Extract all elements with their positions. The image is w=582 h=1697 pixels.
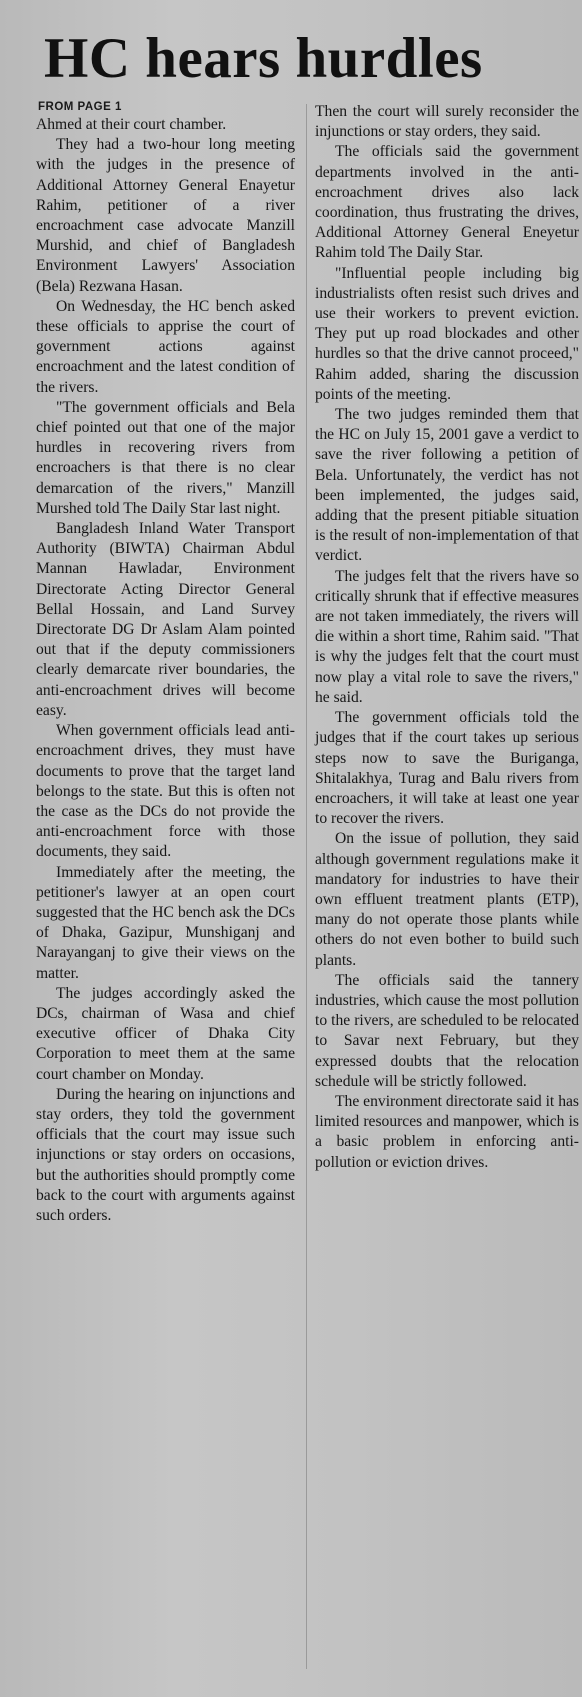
paragraph: The judges felt that the rivers have so critically shrunk that if effective measures are not taken immediately, the rivers will die within a short time, Rahim said. "That is why the judges felt that the court must now play a vital role to save the rivers," he said. (315, 567, 579, 706)
paragraph: The two judges reminded them that the HC on July 15, 2001 gave a verdict to save the river following a petition of Bela. Unfortunately, the verdict has not been implemented, the judges said, adding that the present pitiable situation is the result of non-implementation of that verdict. (315, 406, 579, 565)
paragraph: The officials said the government departments involved in the anti-encroachment drives also lack coordination, thus frustrating the drives, Additional Attorney General Eneyetur Rahim told The Daily Star. (315, 143, 579, 262)
paragraph: Immediately after the meeting, the petitioner's lawyer at an open court suggested that the HC bench ask the DCs of Dhaka, Gazipur, Munshiganj and Narayanganj to give their views on the matter. (36, 863, 295, 982)
right-column (315, 102, 579, 1173)
paragraph: During the hearing on injunctions and stay orders, they told the government officials that the court may issue such injunctions or stay orders on occasions, but the authorities should promptly come back to the court with arguments against such orders. (36, 1085, 295, 1224)
column-divider (306, 104, 307, 1669)
paragraph: When government officials lead anti-encroachment drives, they must have documents to prove that the target land belongs to the state. But this is often not the case as the DCs do not provide the anti-encroachment force with those documents, they said. (36, 722, 295, 861)
paragraph: "The government officials and Bela chief pointed out that one of the major hurdles in recovering rivers from encroachers is that there is no clear demarcation of the rivers," Manzill Murshed told The Daily Star last night. (36, 398, 295, 517)
paragraph: On the issue of pollution, they said although government regulations make it mandatory for industries to have their own effluent treatment plants (ETP), many do not operate those plants while others do not even bother to build such plants. (315, 830, 579, 969)
paragraph: On Wednesday, the HC bench asked these officials to apprise the court of government actions against encroachment and the latest condition of the rivers. (36, 297, 295, 396)
paragraph: The officials said the tannery industries, which cause the most pollution to the rivers, are scheduled to be relocated to Savar next February, but they expressed doubts that the relocation schedule will be strictly followed. (315, 971, 579, 1090)
paragraph: The government officials told the judges that if the court takes up serious steps now to save the Buriganga, Shitalakhya, Turag and Balu rivers from encroachers, it will take at least one year to recover the rivers. (315, 709, 579, 828)
paragraph: The judges accordingly asked the DCs, chairman of Wasa and chief executive officer of Dhaka City Corporation to meet them at the same court chamber on Monday. (36, 984, 295, 1083)
paragraph: Ahmed at their court chamber. (36, 116, 227, 133)
headline: HC hears hurdles (44, 27, 483, 90)
paragraph: "Influential people including big industrialists often resist such drives and use their workers to prevent eviction. They put up road blockades and other hurdles so that the drive cannot proceed," Rahim added, sharing the discussion points of the meeting. (315, 264, 579, 403)
paragraph: Bangladesh Inland Water Transport Authority (BIWTA) Chairman Abdul Mannan Hawladar, Environment Directorate Acting Director General Bellal Hossain, and Land Survey Directorate DG Dr Aslam Alam pointed out that if the deputy commissioners clearly demarcate river boundaries, the anti-encroachment drives will become easy. (36, 520, 295, 719)
paragraph: Then the court will surely reconsider the injunctions or stay orders, they said. (315, 103, 579, 141)
paragraph: They had a two-hour long meeting with the judges in the presence of Additional Attorney General Enayetur Rahim, petitioner of a river encroachment case advocate Manzill Murshid, and chief of Bangladesh Environment Lawyers' Association (Bela) Rezwana Hasan. (36, 136, 295, 295)
left-column (36, 100, 295, 1226)
paragraph: The environment directorate said it has limited resources and manpower, which is a basic problem in enforcing anti-pollution or eviction drives. (315, 1092, 579, 1171)
continuation-kicker: FROM PAGE 1 (38, 101, 122, 113)
